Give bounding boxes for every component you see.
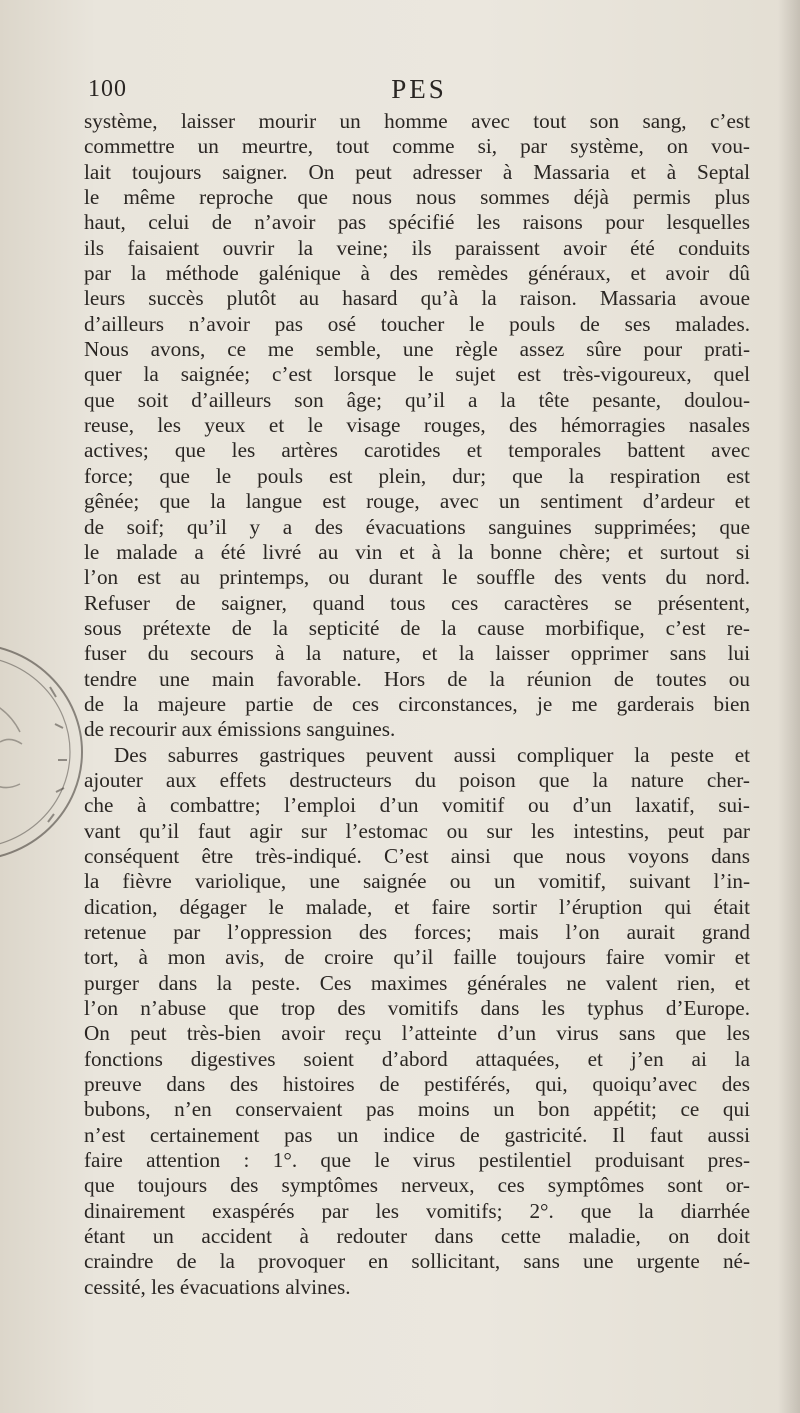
library-stamp-graphic [0, 632, 90, 872]
text-line: tendre une main favorable. Hors de la réunion de toutes ou [84, 666, 750, 691]
text-line: faire attention : 1°. que le virus pestilentiel produisant pres- [84, 1148, 750, 1173]
page-edge-shadow [778, 0, 800, 1413]
page-number: 100 [88, 76, 127, 102]
library-stamp [0, 632, 90, 872]
text-line: commettre un meurtre, tout comme si, par système, on vou- [84, 134, 750, 159]
running-head: PES [391, 74, 447, 104]
text-line: actives; que les artères carotides et temporales battent avec [84, 438, 750, 463]
text-line: purger dans la peste. Ces maximes générales ne valent rien, et [84, 970, 750, 995]
text-line: dinairement exaspérés par les vomitifs; 2°. que la diarrhée [84, 1198, 750, 1223]
text-line: fuser du secours à la nature, et la laisser opprimer sans lui [84, 641, 750, 666]
text-line: leurs succès plutôt au hasard qu’à la raison. Massaria avoue [84, 286, 750, 311]
text-line: preuve dans des histoires de pestiférés, qui, quoiqu’avec des [84, 1072, 750, 1097]
text-line: haut, celui de n’avoir pas spécifié les raisons pour lesquelles [84, 210, 750, 235]
text-line: vant qu’il faut agir sur l’estomac ou sur les intestins, peut par [84, 818, 750, 843]
text-line: Refuser de saigner, quand tous ces caractères se présentent, [84, 590, 750, 615]
text-line: l’on n’abuse que trop des vomitifs dans les typhus d’Europe. [84, 996, 750, 1021]
text-line: le même reproche que nous nous sommes déjà permis plus [84, 185, 750, 210]
text-line: retenue par l’oppression des forces; mais l’on aurait grand [84, 920, 750, 944]
text-line: tort, à mon avis, de croire qu’il faille toujours faire vomir et [84, 945, 750, 970]
text-line: ajouter aux effets destructeurs du poison que la nature cher- [84, 767, 750, 792]
text-line: lait toujours saigner. On peut adresser à Massaria et à Septal [84, 159, 750, 184]
text-line: On peut très-bien avoir reçu l’atteinte d’un virus sans que les [84, 1021, 750, 1046]
text-line: cessité, les évacuations alvines. [84, 1274, 351, 1299]
text-line: che à combattre; l’emploi d’un vomitif ou d’un laxatif, sui- [84, 793, 750, 818]
text-line: étant un accident à redouter dans cette maladie, on doit [84, 1224, 750, 1249]
text-line: craindre de la provoquer en sollicitant, sans une urgente né- [84, 1249, 750, 1274]
text-line: l’on est au printemps, ou durant le souffle des vents du nord. [84, 565, 750, 590]
text-line: ils faisaient ouvrir la veine; ils paraissent avoir été conduits [84, 235, 750, 260]
text-line: Des saburres gastriques peuvent aussi compliquer la peste et [114, 742, 750, 767]
text-line: Nous avons, ce me semble, une règle assez sûre pour prati- [84, 337, 750, 362]
text-line: de la majeure partie de ces circonstances, je me garderais bien [84, 691, 750, 716]
text-line: n’est certainement pas un indice de gastricité. Il faut aussi [84, 1122, 750, 1147]
text-line: de recourir aux émissions sanguines. [84, 717, 396, 742]
page-header [88, 74, 750, 108]
text-line: la fièvre variolique, une saignée ou un vomitif, suivant l’in- [84, 869, 750, 894]
text-line: fonctions digestives soient d’abord attaquées, et j’en ai la [84, 1046, 750, 1071]
text-line: que toujours des symptômes nerveux, ces symptômes sont or- [84, 1173, 750, 1198]
text-line: force; que le pouls est plein, dur; que la respiration est [84, 463, 750, 488]
text-line: par la méthode galénique à des remèdes généraux, et avoir dû [84, 261, 750, 286]
body-text [84, 109, 750, 1300]
text-line: système, laisser mourir un homme avec tout son sang, c’est [84, 109, 750, 133]
text-line: sous prétexte de la septicité de la cause morbifique, c’est re- [84, 615, 750, 640]
text-line: reuse, les yeux et le visage rouges, des hémorragies nasales [84, 413, 750, 438]
text-line: quer la saignée; c’est lorsque le sujet est très-vigoureux, quel [84, 362, 750, 387]
text-line: conséquent être très-indiqué. C’est ainsi que nous voyons dans [84, 843, 750, 868]
text-line: que soit d’ailleurs son âge; qu’il a la tête pesante, doulou- [84, 387, 750, 412]
text-line: dication, dégager le malade, et faire sortir l’éruption qui était [84, 894, 750, 919]
text-line: de soif; qu’il y a des évacuations sanguines supprimées; que [84, 514, 750, 539]
text-line: gênée; que la langue est rouge, avec un sentiment d’ardeur et [84, 489, 750, 514]
text-line: le malade a été livré au vin et à la bonne chère; et surtout si [84, 539, 750, 564]
text-line: d’ailleurs n’avoir pas osé toucher le pouls de ses malades. [84, 311, 750, 336]
text-line: bubons, n’en conservaient pas moins un bon appétit; ce qui [84, 1097, 750, 1122]
